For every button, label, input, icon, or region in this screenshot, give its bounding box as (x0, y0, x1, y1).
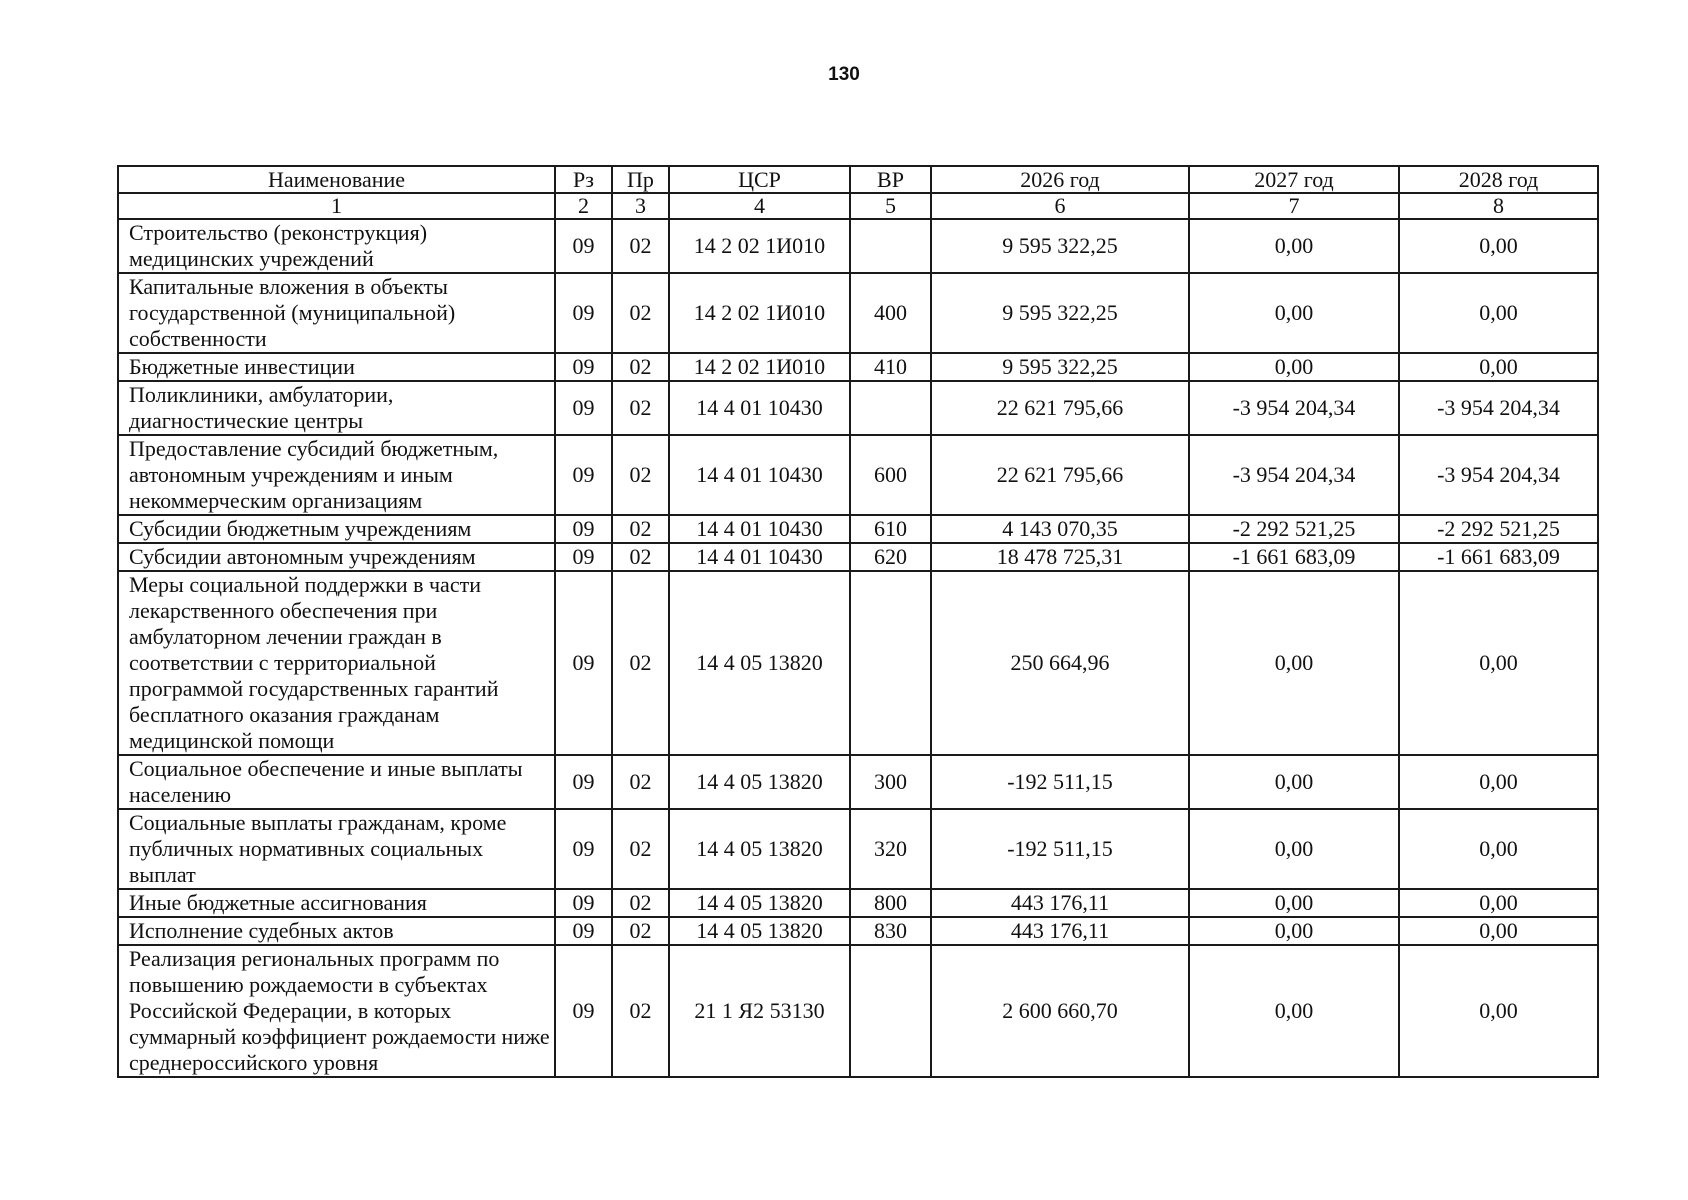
table-row (118, 571, 1598, 755)
cell-csr: 14 4 01 10430 (669, 543, 850, 571)
header-2028: 2028 год (1399, 166, 1598, 193)
table-row (118, 917, 1598, 945)
cell-2026: 9 595 322,25 (931, 219, 1189, 273)
cell-pr: 02 (612, 219, 669, 273)
cell-rz: 09 (555, 219, 612, 273)
column-number: 1 (118, 193, 555, 219)
cell-name: Социальные выплаты гражданам, кроме публичных нормативных социальных выплат (118, 809, 555, 889)
column-number: 4 (669, 193, 850, 219)
table-row (118, 945, 1598, 1077)
cell-vr: 610 (850, 515, 931, 543)
cell-2027: 0,00 (1189, 889, 1399, 917)
table-row (118, 381, 1598, 435)
column-number: 7 (1189, 193, 1399, 219)
cell-name: Реализация региональных программ по повышению рождаемости в субъектах Российской Федерации, в которых суммарный коэффициент рождаемости ниже среднероссийского уровня (118, 945, 555, 1077)
cell-2026: 250 664,96 (931, 571, 1189, 755)
cell-pr: 02 (612, 809, 669, 889)
cell-2027: 0,00 (1189, 945, 1399, 1077)
header-pr: Пр (612, 166, 669, 193)
cell-2028: 0,00 (1399, 809, 1598, 889)
cell-pr: 02 (612, 381, 669, 435)
column-number: 6 (931, 193, 1189, 219)
table-row (118, 543, 1598, 571)
cell-2027: -1 661 683,09 (1189, 543, 1399, 571)
cell-vr (850, 219, 931, 273)
table-row (118, 809, 1598, 889)
cell-rz: 09 (555, 515, 612, 543)
table-row (118, 435, 1598, 515)
cell-2028: 0,00 (1399, 219, 1598, 273)
cell-2028: 0,00 (1399, 353, 1598, 381)
cell-csr: 14 4 01 10430 (669, 515, 850, 543)
cell-rz: 09 (555, 353, 612, 381)
cell-2027: 0,00 (1189, 755, 1399, 809)
cell-2026: 4 143 070,35 (931, 515, 1189, 543)
cell-csr: 14 4 01 10430 (669, 381, 850, 435)
header-vr: ВР (850, 166, 931, 193)
page-number: 130 (828, 64, 860, 85)
cell-vr: 400 (850, 273, 931, 353)
cell-pr: 02 (612, 917, 669, 945)
table-row (118, 273, 1598, 353)
cell-pr: 02 (612, 273, 669, 353)
cell-2026: 9 595 322,25 (931, 353, 1189, 381)
cell-csr: 14 4 05 13820 (669, 889, 850, 917)
cell-name: Меры социальной поддержки в части лекарственного обеспечения при амбулаторном лечении граждан в соответствии с территориальной программой государственных гарантий бесплатного оказания гражданам медицинской помощи (118, 571, 555, 755)
budget-table (117, 165, 1599, 1078)
cell-csr: 14 4 05 13820 (669, 917, 850, 945)
header-rz: Рз (555, 166, 612, 193)
table-row (118, 755, 1598, 809)
cell-2027: 0,00 (1189, 219, 1399, 273)
cell-2028: -2 292 521,25 (1399, 515, 1598, 543)
cell-vr: 410 (850, 353, 931, 381)
cell-pr: 02 (612, 353, 669, 381)
cell-2026: 9 595 322,25 (931, 273, 1189, 353)
cell-pr: 02 (612, 435, 669, 515)
cell-name: Иные бюджетные ассигнования (118, 889, 555, 917)
cell-csr: 14 2 02 1И010 (669, 273, 850, 353)
cell-2028: 0,00 (1399, 273, 1598, 353)
column-number: 8 (1399, 193, 1598, 219)
cell-2026: 443 176,11 (931, 889, 1189, 917)
cell-2028: -1 661 683,09 (1399, 543, 1598, 571)
cell-2028: 0,00 (1399, 571, 1598, 755)
cell-csr: 14 2 02 1И010 (669, 219, 850, 273)
cell-rz: 09 (555, 381, 612, 435)
cell-vr: 620 (850, 543, 931, 571)
cell-pr: 02 (612, 889, 669, 917)
cell-2027: 0,00 (1189, 571, 1399, 755)
cell-2027: 0,00 (1189, 273, 1399, 353)
cell-name: Субсидии бюджетным учреждениям (118, 515, 555, 543)
cell-2028: -3 954 204,34 (1399, 435, 1598, 515)
cell-2027: 0,00 (1189, 353, 1399, 381)
column-number: 2 (555, 193, 612, 219)
cell-vr: 800 (850, 889, 931, 917)
cell-pr: 02 (612, 515, 669, 543)
cell-2028: -3 954 204,34 (1399, 381, 1598, 435)
cell-name: Субсидии автономным учреждениям (118, 543, 555, 571)
column-number: 5 (850, 193, 931, 219)
cell-pr: 02 (612, 945, 669, 1077)
cell-2027: -3 954 204,34 (1189, 435, 1399, 515)
cell-vr (850, 381, 931, 435)
header-name: Наименование (118, 166, 555, 193)
table-row (118, 515, 1598, 543)
cell-csr: 14 4 01 10430 (669, 435, 850, 515)
cell-name: Капитальные вложения в объекты государственной (муниципальной) собственности (118, 273, 555, 353)
cell-rz: 09 (555, 571, 612, 755)
cell-2026: 18 478 725,31 (931, 543, 1189, 571)
column-number: 3 (612, 193, 669, 219)
cell-csr: 14 4 05 13820 (669, 809, 850, 889)
header-csr: ЦСР (669, 166, 850, 193)
cell-pr: 02 (612, 755, 669, 809)
cell-vr: 300 (850, 755, 931, 809)
cell-rz: 09 (555, 809, 612, 889)
cell-name: Бюджетные инвестиции (118, 353, 555, 381)
cell-2028: 0,00 (1399, 945, 1598, 1077)
cell-2026: 443 176,11 (931, 917, 1189, 945)
cell-csr: 14 2 02 1И010 (669, 353, 850, 381)
cell-vr (850, 945, 931, 1077)
column-number-row (118, 193, 1598, 219)
cell-rz: 09 (555, 273, 612, 353)
cell-pr: 02 (612, 543, 669, 571)
cell-vr: 830 (850, 917, 931, 945)
cell-rz: 09 (555, 945, 612, 1077)
cell-2028: 0,00 (1399, 889, 1598, 917)
cell-2028: 0,00 (1399, 755, 1598, 809)
cell-vr (850, 571, 931, 755)
header-2027: 2027 год (1189, 166, 1399, 193)
cell-name: Исполнение судебных актов (118, 917, 555, 945)
cell-rz: 09 (555, 543, 612, 571)
cell-name: Строительство (реконструкция) медицинских учреждений (118, 219, 555, 273)
cell-2026: -192 511,15 (931, 755, 1189, 809)
cell-2026: 2 600 660,70 (931, 945, 1189, 1077)
cell-2026: 22 621 795,66 (931, 381, 1189, 435)
table-row (118, 219, 1598, 273)
cell-2027: 0,00 (1189, 917, 1399, 945)
header-2026: 2026 год (931, 166, 1189, 193)
cell-name: Социальное обеспечение и иные выплаты населению (118, 755, 555, 809)
table-row (118, 889, 1598, 917)
cell-2026: -192 511,15 (931, 809, 1189, 889)
cell-name: Предоставление субсидий бюджетным, автономным учреждениям и иным некоммерческим организациям (118, 435, 555, 515)
cell-vr: 320 (850, 809, 931, 889)
cell-csr: 14 4 05 13820 (669, 571, 850, 755)
cell-rz: 09 (555, 755, 612, 809)
cell-2026: 22 621 795,66 (931, 435, 1189, 515)
cell-2027: -3 954 204,34 (1189, 381, 1399, 435)
cell-rz: 09 (555, 435, 612, 515)
cell-rz: 09 (555, 917, 612, 945)
cell-2028: 0,00 (1399, 917, 1598, 945)
table-header-row (118, 166, 1598, 193)
cell-vr: 600 (850, 435, 931, 515)
cell-name: Поликлиники, амбулатории, диагностические центры (118, 381, 555, 435)
cell-csr: 21 1 Я2 53130 (669, 945, 850, 1077)
cell-rz: 09 (555, 889, 612, 917)
cell-2027: -2 292 521,25 (1189, 515, 1399, 543)
table-row (118, 353, 1598, 381)
cell-2027: 0,00 (1189, 809, 1399, 889)
cell-csr: 14 4 05 13820 (669, 755, 850, 809)
cell-pr: 02 (612, 571, 669, 755)
